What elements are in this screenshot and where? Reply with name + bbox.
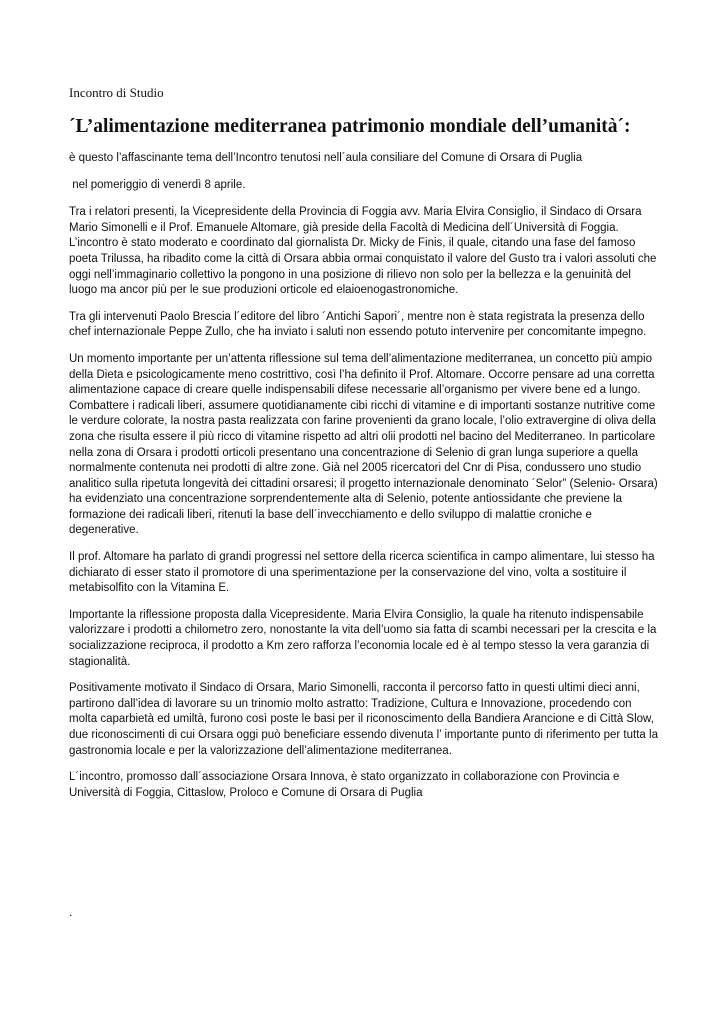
footer-mark: . [69,905,73,919]
document-page [69,85,659,812]
paragraph-research: Il prof. Altomare ha parlato di grandi progressi nel settore della ricerca scientifica in campo alimentare, lui stesso ha dichiarato di esser stato il promotore di una sperimentazione per la conservazione del vino, volta a sostituire il metabisolfito con la Vitamina E. [69,551,655,595]
paragraph-mayor: Positivamente motivato il Sindaco di Orsara, Mario Simonelli, racconta il percorso fatto in questi ultimi dieci anni, partirono dall’idea di lavorare su un trinomio molto astratto: Tradizione, Cultura e Innovazione, procedendo con molta caparbietà ed umiltà, furono così poste le basi per il riconoscimento della Bandiera Arancione e di Città Slow, due riconoscimenti di cui Orsara oggi può beneficiare essendo divenuta l’ importante punto di riferimento per tutta la gastronomia locale e per la valorizzazione dell’alimentazione mediterranea. [69,682,658,757]
paragraph-mediterranean-diet: Un momento importante per un’attenta riflessione sul tema dell’alimentazione mediterranea, un concetto più ampio della Dieta e psicologicamente meno costrittivo, così l’ha definito il Prof. Altomare. Occorre pensare ad una corretta alimentazione capace di creare quelle indispensabili difese necessarie all’organismo per vivere bene ed a lungo. Combattere i radicali liberi, assumere quotidianamente cibi ricchi di vitamine e di importanti sostanze nutritive come le verdure colorate, la nostra pasta realizzata con farine provenienti da grano locale, l’olio extravergine di oliva della zona che risulta essere il più ricco di vitamine rispetto ad altri olii prodotti nel bacino del Mediterraneo. In particolare nella zona di Orsara i prodotti orticoli presentano una concentrazione di Selenio di gran lunga superiore a quella normalmente contenuta nei prodotti di altre zone. Già nel 2005 ricercatori del Cnr di Pisa, condussero uno studio analitico sulla ripetuta longevità dei cittadini orsaresi; il progetto internazionale denominato ´Selor” (Selenio- Orsara) ha evidenziato una concentrazione sorprendentemente alta di Selenio, potente antiossidante che previene la formazione dei radicali liberi, ritenuti la base dell´invecchiamento e dello sviluppo di malattie croniche e degenerative. [69,352,658,537]
paragraph-intro: è questo l’affascinante tema dell’Incontro tenutosi nell´aula consiliare del Comune di Orsara di Puglia [69,152,583,164]
paragraph-vicepresident: Importante la riflessione proposta dalla Vicepresidente. Maria Elvira Consiglio, la quale ha ritenuto indispensabile valorizzare i prodotti a chilometro zero, nonostante la vita dell’uomo sia fatta di scambi necessari per la crescita e la socializzazione reciproca, il prodotto a Km zero rafforza l’economia locale ed è al tempo stesso la vera garanzia di stagionalità. [69,608,657,668]
paragraph-date: nel pomeriggio di venerdì 8 aprile. [69,178,246,191]
document-title: ´L’alimentazione mediterranea patrimonio mondiale dell’umanità´: [69,116,631,137]
paragraph-guests: Tra gli intervenuti Paolo Brescia l´editore del libro ´Antichi Sapori´, mentre non è stata registrata la presenza dello chef internazionale Peppe Zullo, che ha inviato i saluti non essendo potuto intervenire per concomitante impegno. [69,310,647,339]
paragraph-organizers: L´incontro, promosso dall´associazione Orsara Innova, è stato organizzato in collaborazione con Provincia e Università di Foggia, Cittaslow, Proloco e Comune di Orsara di Puglia [69,771,620,799]
document-label: Incontro di Studio [69,85,164,100]
paragraph-speakers: Tra i relatori presenti, la Vicepresidente della Provincia di Foggia avv. Maria Elvira Consiglio, il Sindaco di Orsara Mario Simonelli e il Prof. Emanuele Altomare, già preside della Facoltà di Medicina dell´Università di Foggia. L’incontro è stato moderato e coordinato dal giornalista Dr. Micky de Finis, il quale, citando una fase del famoso poeta Trilussa, ha ribadito come la città di Orsara abbia ormai conquistato il valore del Gusto tra i valori assoluti che oggi nell’immaginario collettivo la pongono in una posizione di rilievo non solo per la bellezza e la genuinità del luogo ma ancor più per le sue produzioni orticole ed elaioenogastronomiche. [69,206,657,297]
